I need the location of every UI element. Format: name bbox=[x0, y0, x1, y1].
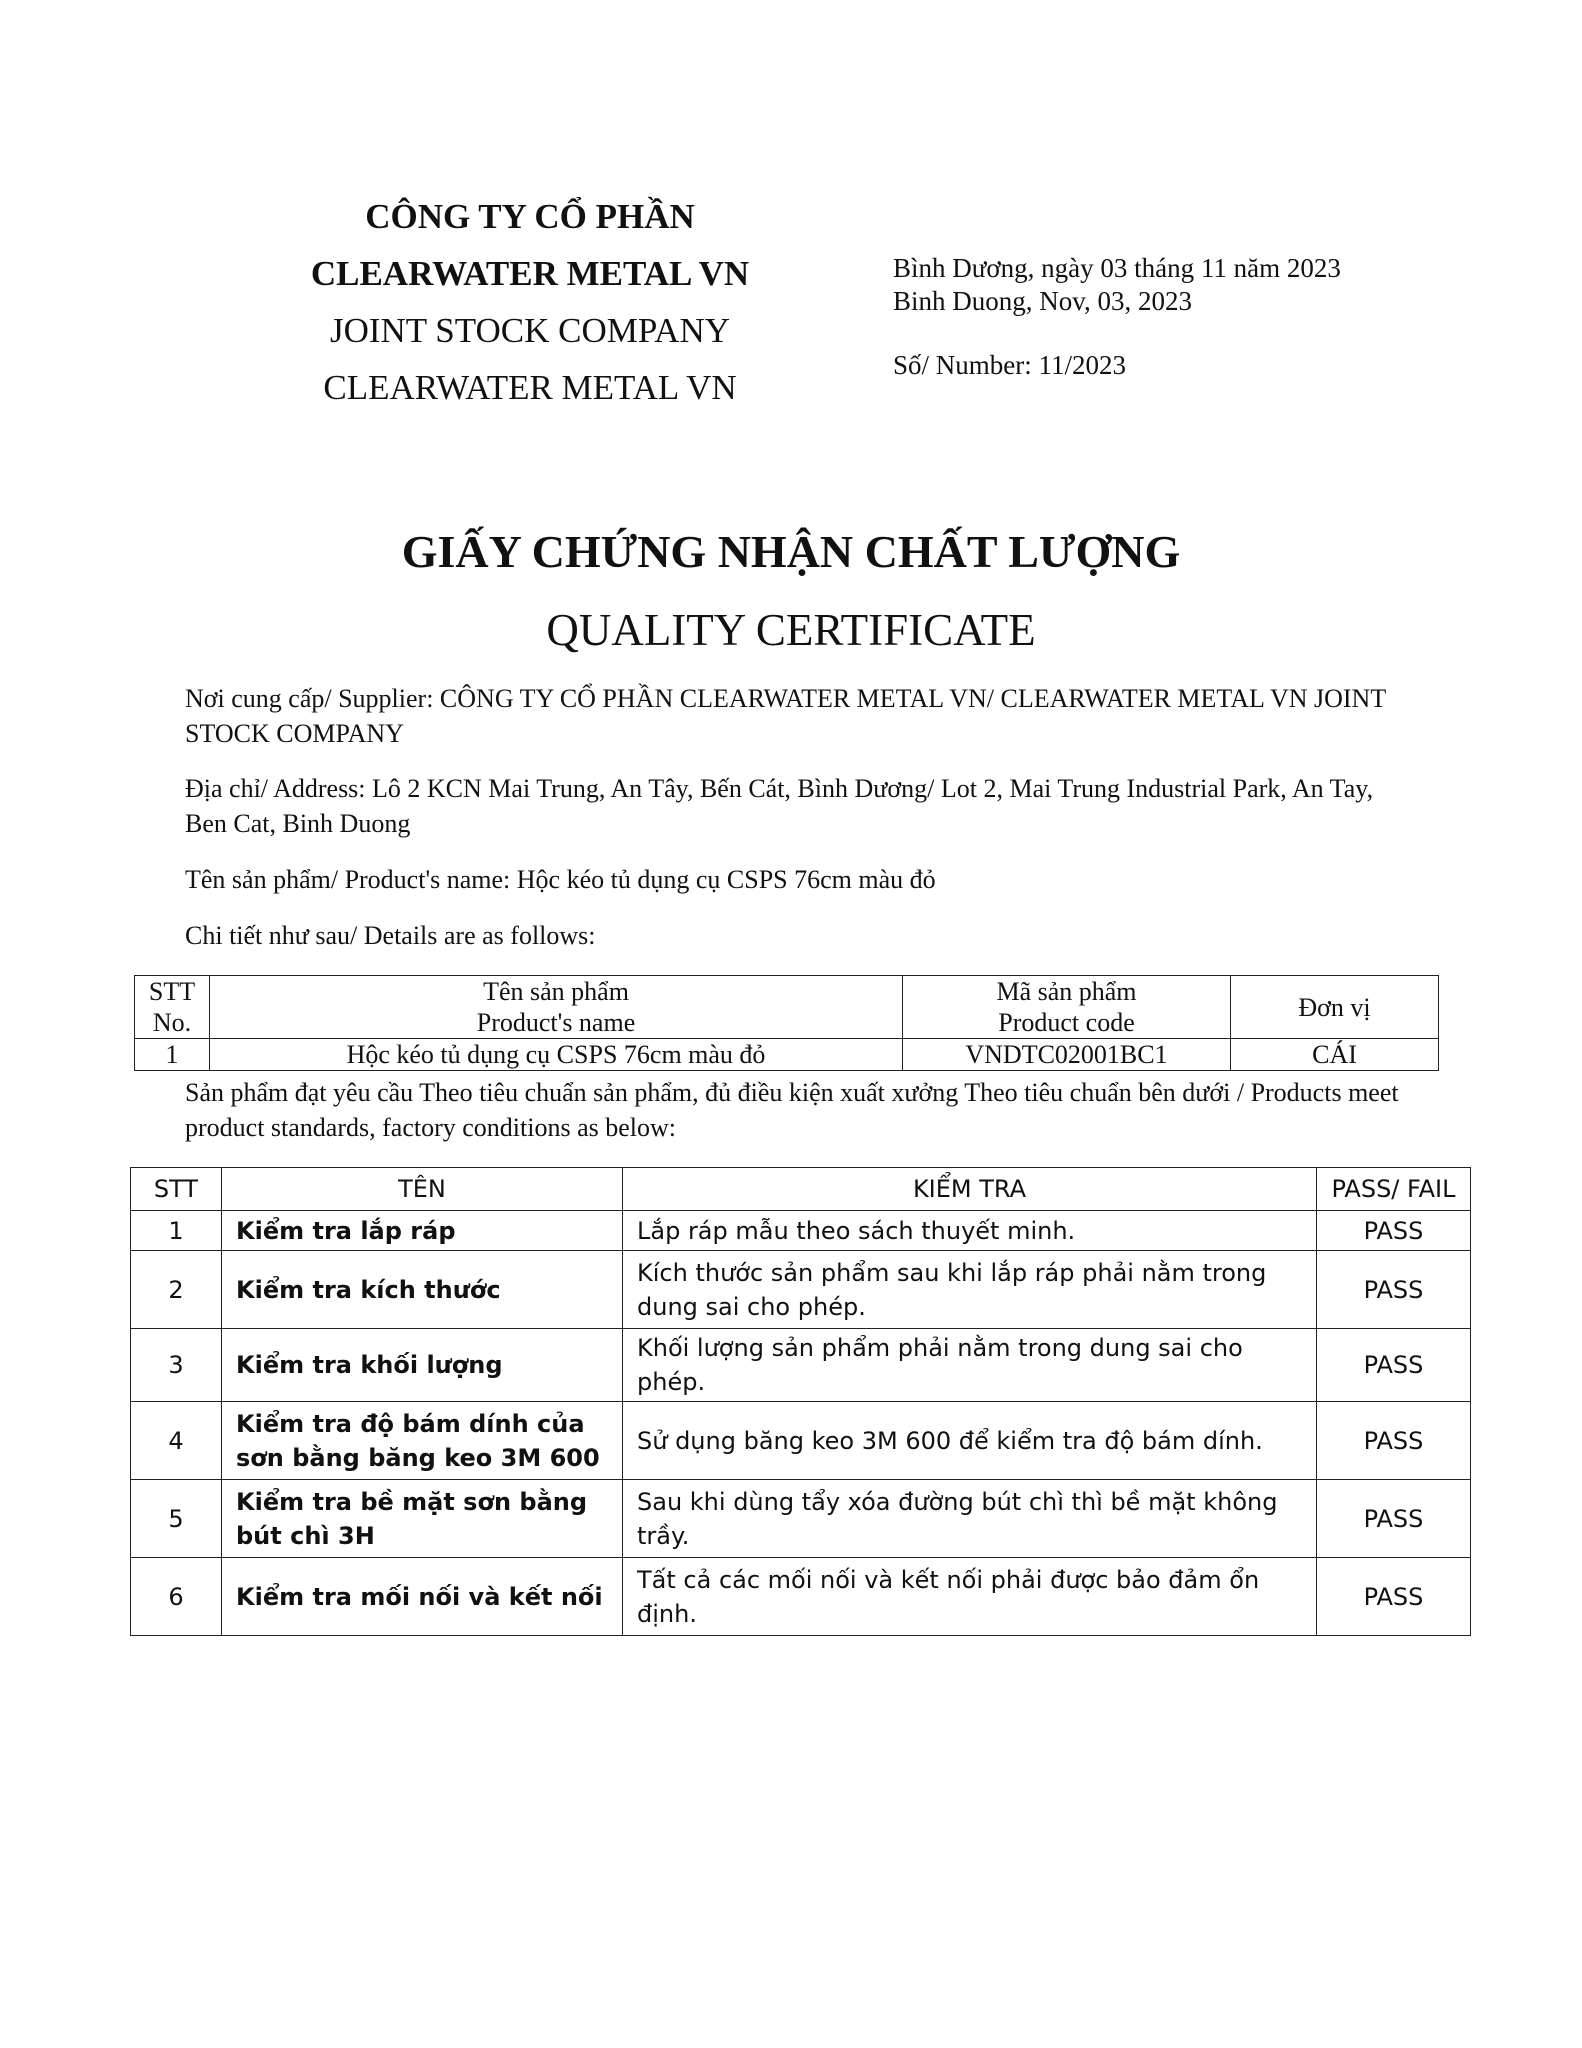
inspection-table bbox=[130, 1167, 1471, 1636]
row-stt: 2 bbox=[131, 1251, 222, 1329]
inspection-table-header bbox=[131, 1168, 1471, 1211]
row-check: Sử dụng băng keo 3M 600 để kiểm tra độ bám dính. bbox=[623, 1402, 1317, 1480]
header-product-code-en: Product code bbox=[998, 1008, 1135, 1037]
header-product-name-en: Product's name bbox=[476, 1008, 636, 1037]
header-stt bbox=[135, 976, 210, 1039]
company-header bbox=[270, 188, 790, 416]
row-stt: 1 bbox=[131, 1211, 222, 1251]
row-name: Kiểm tra mối nối và kết nối bbox=[222, 1558, 623, 1636]
document-number: Số/ Number: 11/2023 bbox=[893, 350, 1126, 380]
row-check: Lắp ráp mẫu theo sách thuyết minh. bbox=[623, 1211, 1317, 1251]
table-row bbox=[131, 1251, 1471, 1329]
supplier-line: Nơi cung cấp/ Supplier: CÔNG TY CỔ PHẦN CLEARWATER METAL VN/ CLEARWATER METAL VN JOINT STOCK COMPANY bbox=[185, 684, 1386, 748]
company-name-vn-1: CÔNG TY CỔ PHẦN bbox=[365, 197, 695, 236]
row-name: Kiểm tra lắp ráp bbox=[222, 1211, 623, 1251]
row-name: Kiểm tra khối lượng bbox=[222, 1329, 623, 1402]
row-check: Kích thước sản phẩm sau khi lắp ráp phải nằm trong dung sai cho phép. bbox=[623, 1251, 1317, 1329]
row-check: Tất cả các mối nối và kết nối phải được bảo đảm ổn định. bbox=[623, 1558, 1317, 1636]
row-name: Kiểm tra kích thước bbox=[222, 1251, 623, 1329]
row-name: Kiểm tra bề mặt sơn bằng bút chì 3H bbox=[222, 1480, 623, 1558]
header-product-name-vn: Tên sản phẩm bbox=[483, 977, 629, 1006]
table-row bbox=[131, 1329, 1471, 1402]
company-name-en-1: JOINT STOCK COMPANY bbox=[329, 311, 730, 350]
product-name-line: Tên sản phẩm/ Product's name: Hộc kéo tủ dụng cụ CSPS 76cm màu đỏ bbox=[185, 865, 936, 894]
row-unit: CÁI bbox=[1231, 1039, 1439, 1071]
header-product-name bbox=[210, 976, 903, 1039]
header-check: KIỂM TRA bbox=[623, 1168, 1317, 1211]
title-en: QUALITY CERTIFICATE bbox=[546, 605, 1036, 655]
header-result: PASS/ FAIL bbox=[1317, 1168, 1471, 1211]
row-stt: 3 bbox=[131, 1329, 222, 1402]
standards-line: Sản phẩm đạt yêu cầu Theo tiêu chuẩn sản phẩm, đủ điều kiện xuất xưởng Theo tiêu chuẩn bên dưới / Products meet product standards, factory conditions as below: bbox=[185, 1078, 1399, 1142]
company-name-vn-2: CLEARWATER METAL VN bbox=[310, 254, 750, 293]
header-stt-en: No. bbox=[152, 1008, 192, 1037]
header-product-code bbox=[903, 976, 1231, 1039]
row-result: PASS bbox=[1317, 1558, 1471, 1636]
table-row bbox=[131, 1480, 1471, 1558]
date-vn: Bình Dương, ngày 03 tháng 11 năm 2023 bbox=[893, 253, 1341, 283]
table-row bbox=[131, 1402, 1471, 1480]
details-line: Chi tiết như sau/ Details are as follows: bbox=[185, 921, 596, 950]
row-stt: 4 bbox=[131, 1402, 222, 1480]
row-stt: 5 bbox=[131, 1480, 222, 1558]
row-result: PASS bbox=[1317, 1329, 1471, 1402]
row-stt: 6 bbox=[131, 1558, 222, 1636]
header-name: TÊN bbox=[222, 1168, 623, 1211]
table-row bbox=[131, 1211, 1471, 1251]
document-meta bbox=[893, 252, 1341, 382]
date-en: Binh Duong, Nov, 03, 2023 bbox=[893, 286, 1193, 316]
row-check: Sau khi dùng tẩy xóa đường bút chì thì bề mặt không trầy. bbox=[623, 1480, 1317, 1558]
header-product-code-vn: Mã sản phẩm bbox=[996, 977, 1137, 1006]
row-result: PASS bbox=[1317, 1480, 1471, 1558]
product-table-header bbox=[135, 976, 1439, 1039]
row-result: PASS bbox=[1317, 1211, 1471, 1251]
row-product-code: VNDTC02001BC1 bbox=[903, 1039, 1231, 1071]
table-row bbox=[135, 1039, 1439, 1071]
header-stt-vn: STT bbox=[148, 977, 196, 1006]
row-product-name: Hộc kéo tủ dụng cụ CSPS 76cm màu đỏ bbox=[210, 1039, 903, 1071]
title-vn: GIẤY CHỨNG NHẬN CHẤT LƯỢNG bbox=[401, 526, 1181, 577]
row-result: PASS bbox=[1317, 1251, 1471, 1329]
row-stt: 1 bbox=[135, 1039, 210, 1071]
header-unit: Đơn vị bbox=[1231, 976, 1439, 1039]
row-name: Kiểm tra độ bám dính của sơn bằng băng keo 3M 600 bbox=[222, 1402, 623, 1480]
company-name-en-2: CLEARWATER METAL VN bbox=[323, 368, 737, 407]
product-table bbox=[134, 975, 1439, 1071]
table-row bbox=[131, 1558, 1471, 1636]
header-stt: STT bbox=[131, 1168, 222, 1211]
row-check: Khối lượng sản phẩm phải nằm trong dung sai cho phép. bbox=[623, 1329, 1317, 1402]
address-line: Địa chỉ/ Address: Lô 2 KCN Mai Trung, An Tây, Bến Cát, Bình Dương/ Lot 2, Mai Trung Industrial Park, An Tay, Ben Cat, Binh Duong bbox=[185, 774, 1374, 838]
row-result: PASS bbox=[1317, 1402, 1471, 1480]
